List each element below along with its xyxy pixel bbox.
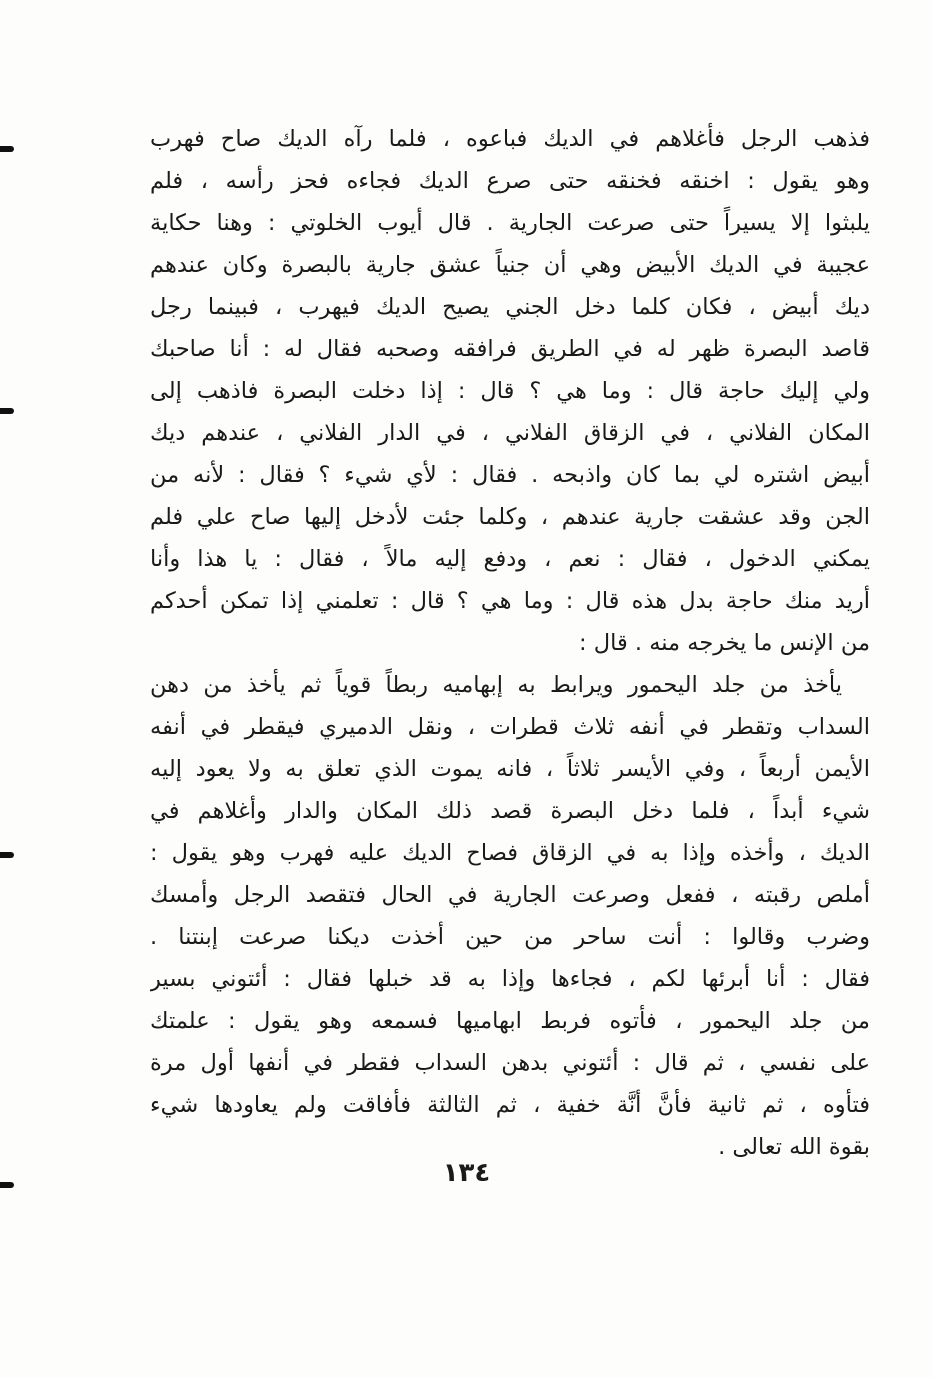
text-line: يلبثوا إلا يسيراً حتى صرعت الجارية . قال أيوب الخلوتي : وهنا حكاية	[150, 210, 870, 236]
text-line: يأخذ من جلد اليحمور ويرابط به إبهاميه ربطاً قوياً ثم يأخذ من دهن	[150, 672, 842, 698]
text-line: وهو يقول : اخنقه فخنقه حتى صرع الديك فجاءه فحز رأسه ، فلم	[150, 168, 870, 194]
text-line: وضرب وقالوا : أنت ساحر من حين أخذت ديكنا صرعت إبنتنا .	[150, 924, 870, 950]
text-line: الجن وقد عشقت جارية عندهم ، وكلما جئت لأدخل إليها صاح علي فلم	[150, 504, 870, 530]
text-line: قاصد البصرة ظهر له في الطريق فرافقه وصحبه فقال له : أنا صاحبك	[150, 336, 870, 362]
margin-mark	[0, 146, 14, 152]
text-line: من الإنس ما يخرجه منه . قال :	[579, 630, 870, 656]
text-line: شيء أبداً ، فلما دخل البصرة قصد ذلك المكان والدار وأغلاهم في	[150, 798, 870, 824]
text-line: يمكني الدخول ، فقال : نعم ، ودفع إليه مالاً ، فقال : يا هذا وأنا	[150, 546, 870, 572]
page-number: ١٣٤	[442, 1158, 491, 1188]
text-line: فذهب الرجل فأغلاهم في الديك فباعوه ، فلما رآه الديك صاح فهرب	[150, 126, 870, 152]
text-line: عجيبة في الديك الأبيض وهي أن جنياً عشق جارية بالبصرة وكان عندهم	[150, 252, 870, 278]
text-line: الأيمن أربعاً ، وفي الأيسر ثلاثاً ، فانه يموت الذي تعلق به ولا يعود إليه	[150, 756, 870, 782]
text-line: على نفسي ، ثم قال : أئتوني بدهن السداب فقطر في أنفها أول مرة	[150, 1050, 870, 1076]
text-line: الديك ، وأخذه وإذا به في الزقاق فصاح الديك عليه فهرب وهو يقول :	[150, 840, 870, 866]
text-line: بقوة الله تعالى .	[718, 1134, 870, 1160]
margin-mark	[0, 852, 14, 858]
body-text	[150, 118, 870, 1168]
text-line: ديك أبيض ، فكان كلما دخل الجني يصيح الديك فيهرب ، فبينما رجل	[150, 294, 870, 320]
text-line: أريد منك حاجة بدل هذه قال : وما هي ؟ قال : تعلمني إذا تمكن أحدكم	[150, 588, 870, 614]
text-line: ولي إليك حاجة قال : وما هي ؟ قال : إذا دخلت البصرة فاذهب إلى	[150, 378, 870, 404]
text-line: من جلد اليحمور ، فأتوه فربط ابهاميها فسمعه وهو يقول : علمتك	[150, 1008, 870, 1034]
text-line: المكان الفلاني ، في الزقاق الفلاني ، في الدار الفلاني ، عندهم ديك	[150, 420, 870, 446]
text-line: فقال : أنا أبرئها لكم ، فجاءها وإذا به قد خبلها فقال : أئتوني بسير	[150, 966, 870, 992]
text-line: أبيض اشتره لي بما كان واذبحه . فقال : لأي شيء ؟ فقال : لأنه من	[150, 462, 870, 488]
text-line: أملص رقبته ، ففعل وصرعت الجارية في الحال فتقصد الرجل وأمسك	[150, 882, 870, 908]
text-line: فتأوه ، ثم ثانية فأنَّ أنَّة خفية ، ثم الثالثة فأفاقت ولم يعاودها شيء	[150, 1092, 870, 1118]
margin-mark	[0, 408, 14, 414]
text-line: السداب وتقطر في أنفه ثلاث قطرات ، ونقل الدميري فيقطر في أنفه	[150, 714, 870, 740]
